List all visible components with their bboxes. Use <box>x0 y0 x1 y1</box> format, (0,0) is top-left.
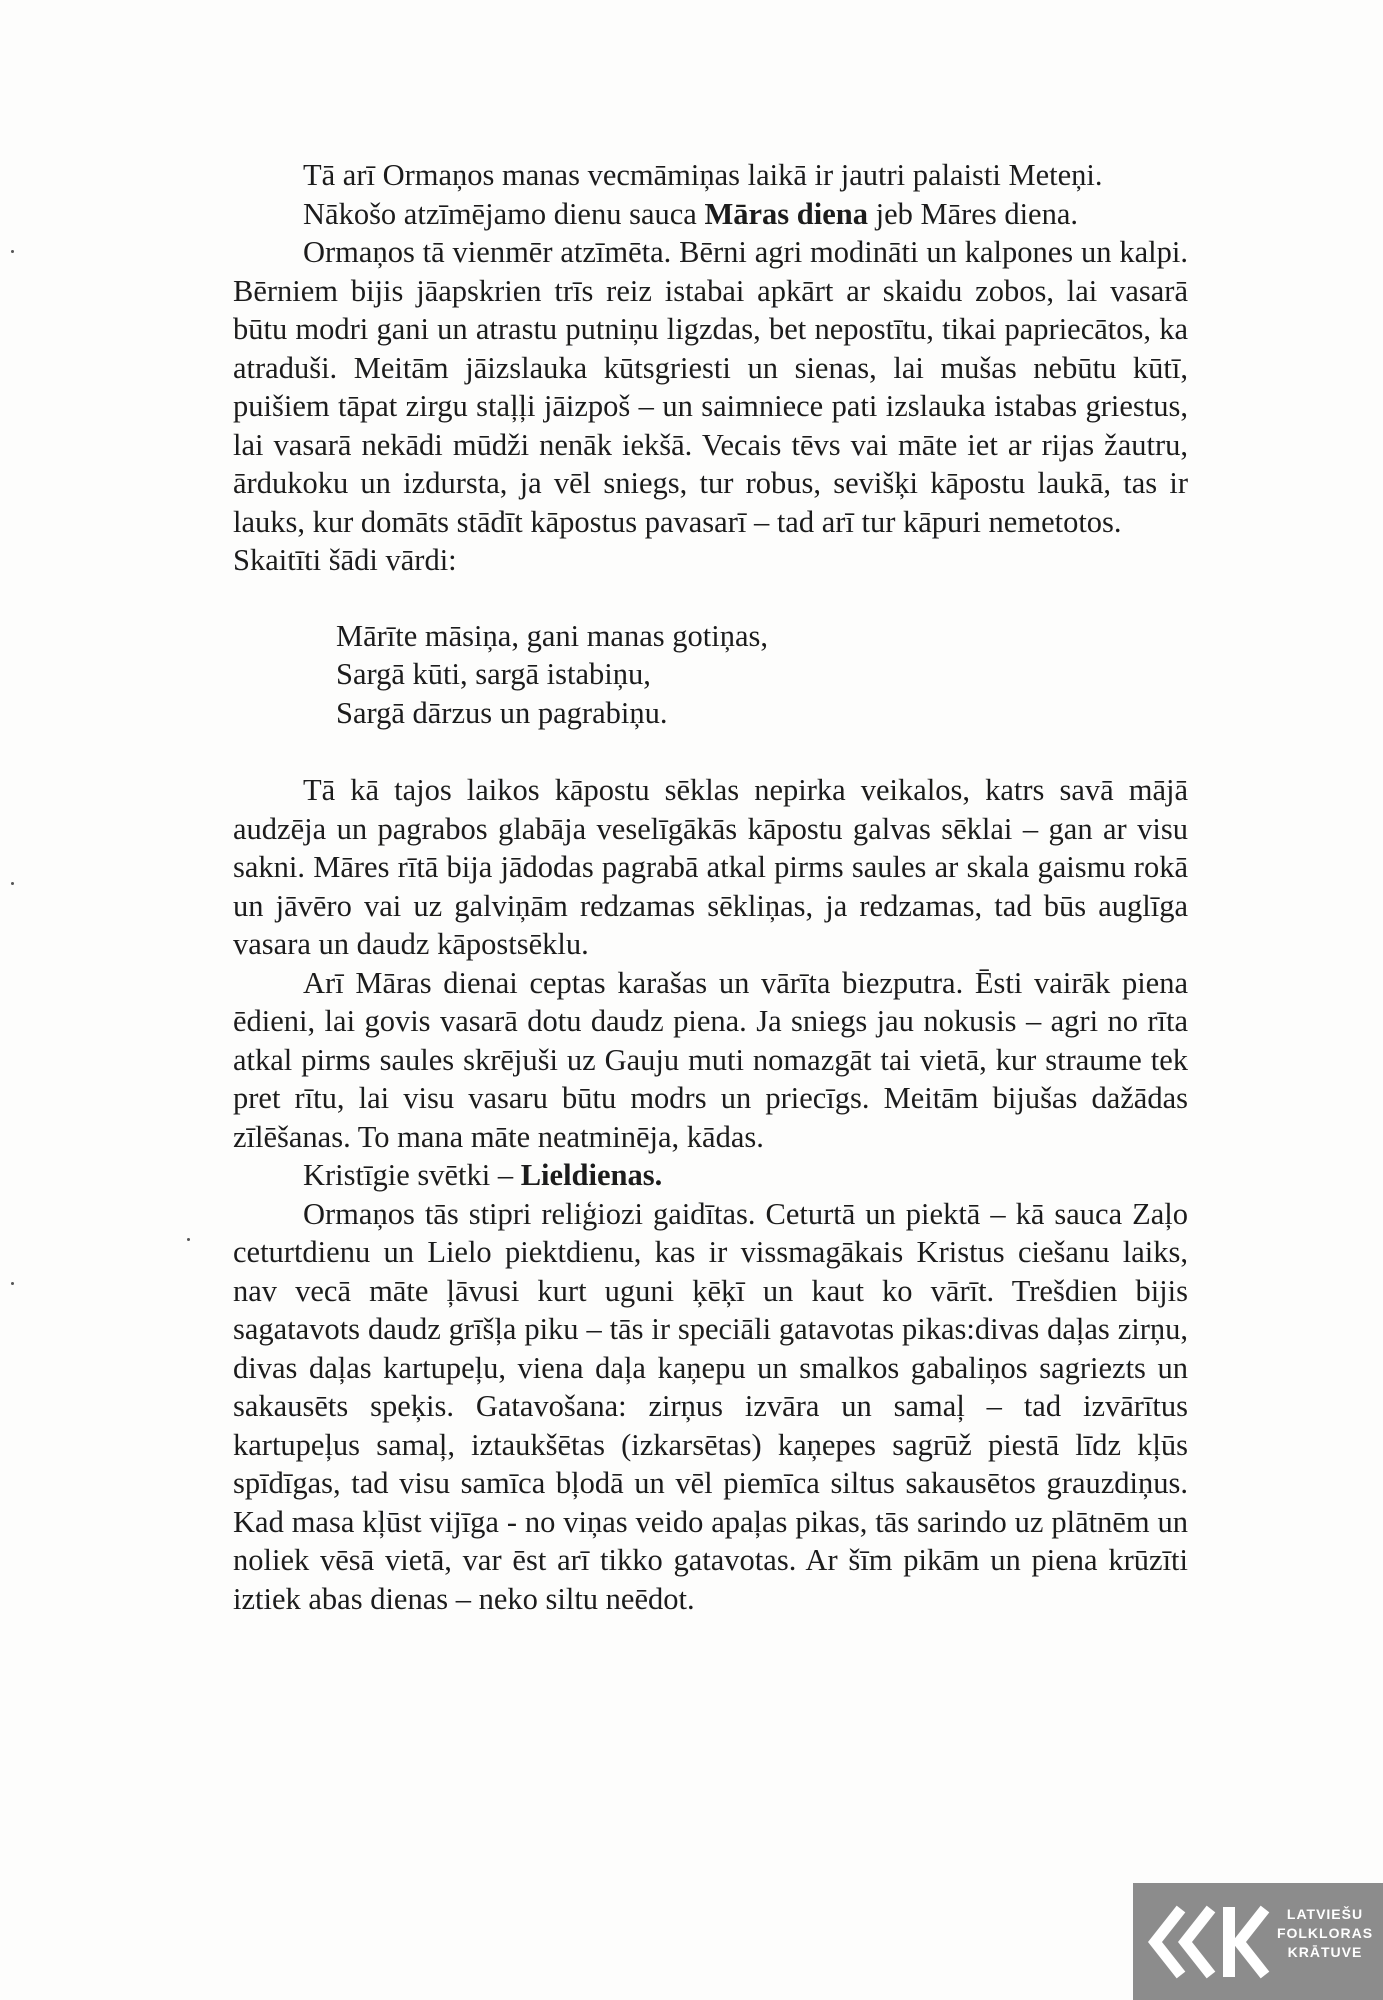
paragraph-maras-diena <box>233 195 1188 234</box>
scan-speck <box>187 1238 190 1241</box>
lfk-chevron-icon <box>1147 1903 1271 1981</box>
poem-line: Sargā dārzus un pagrabiņu. <box>336 695 668 730</box>
paragraph-kapostu-seklas: Tā kā tajos laikos kāpostu sēklas nepirka veikalos, katrs savā mājā audzēja un pagrabos glabāja veselīgākās kāpostu galvas sēklai – gan ar visu sakni. Māres rītā bija jādodas pagrabā atkal pirms saules ar skala gaismu rokā un jāvēro vai uz galviņām redzamas sēkliņas, ja redzamas, tad būs auglīga vasara un daudz kāpostsēklu. <box>233 773 1188 961</box>
logo-line: LATVIEŠU <box>1286 1906 1364 1922</box>
bold-term-lieldienas: Lieldienas. <box>520 1158 663 1192</box>
paragraph-lieldienas-heading <box>233 1156 1188 1195</box>
logo-text <box>1275 1905 1375 1962</box>
logo-line: KRĀTUVE <box>1287 1944 1363 1960</box>
paragraph-skaititi: Skaitīti šādi vārdi: <box>233 543 457 577</box>
scan-speck <box>11 1282 14 1285</box>
logo-line: FOLKLORAS <box>1276 1925 1374 1941</box>
paragraph-lieldienas: Ormaņos tās stipri reliģiozi gaidītas. Ceturtā un piektā – kā sauca Zaļo ceturtdienu un Lielo piektdienu, kas ir vissmagākais Kristus ciešanu laiks, nav vecā māte ļāvusi kurt uguni ķēķī un kaut ko vārīt. Trešdien bijis sagatavots daudz grīšļa piku – tās ir speciāli gatavotas pikas:divas daļas zirņu, divas daļas kartupeļu, viena daļa kaņepu un smalkos gabaliņos sagriezts un sakausēts speķis. Gatavošana: zirņus izvāra un samaļ – tad izvārītus kartupeļus samaļ, iztaukšētas (izkarsētas) kaņepes sagrūž piestā līdz kļūs spīdīgas, tad visu samīca bļodā un vēl piemīca siltus sakausētos grauzdiņus. Kad masa kļūst vijīga - no viņas veido apaļas pikas, tās sarindo uz plātnēm un noliek vēsā vietā, var ēst arī tikko gatavotas. Ar šīm pikām un piena krūzīti iztiek abas dienas – neko siltu neēdot. <box>233 1196 1188 1616</box>
poem-line: Mārīte māsiņa, gani manas gotiņas, <box>336 618 768 653</box>
bold-term-maras-diena: Māras diena <box>704 196 868 231</box>
paragraph-text: Kristīgie svētki – <box>303 1158 521 1192</box>
scan-speck <box>11 882 14 885</box>
poem-line: Sargā kūti, sargā istabiņu, <box>336 657 651 691</box>
paragraph-ormanos: Ormaņos tā vienmēr atzīmēta. Bērni agri modināti un kalpones un kalpi. Bērniem bijis jāapskrien trīs reiz istabai apkārt ar skaidu zobos, lai vasarā būtu modri gani un atrastu putniņu ligzdas, bet nepostītu, tikai papriecātos, ka atraduši. Meitām jāizslauka kūtsgriesti un sienas, lai mušas nebūtu kūtī, puišiem tāpat zirgu staļļi jāizpoš – un saimniece pati izslauka istabas griestus, lai vasarā nekādi mūdži nenāk iekšā. Vecais tēvs vai māte iet ar rijas žautru, ārdukoku un izdursta, ja vēl sniegs, tur robus, sevišķi kāpostu laukā, tas ir lauks, kur domāts stādīt kāpostus pavasarī – tad arī tur kāpuri nemetotos. <box>233 235 1188 539</box>
paragraph-karasas: Arī Māras dienai ceptas karašas un vārīta biezputra. Ēsti vairāk piena ēdieni, lai govis vasarā dotu daudz piena. Ja sniegs jau nokusis – agri no rīta atkal pirms saules skrējuši uz Gauju muti nomazgāt tai vietā, kur straume tek pret rītu, lai visu vasaru būtu modrs un priecīgs. Meitām bijušas dažādas zīlēšanas. To mana māte neatminēja, kādas. <box>233 965 1188 1154</box>
poem-verse <box>336 617 1188 733</box>
document-body <box>233 156 1188 1618</box>
archive-logo <box>1133 1883 1383 2000</box>
paragraph-text: jeb Māres diena. <box>867 196 1078 231</box>
paragraph-text: Nākošo atzīmējamo dienu sauca <box>303 196 705 231</box>
scan-speck <box>11 250 14 253</box>
paragraph-metenji: Tā arī Ormaņos manas vecmāmiņas laikā ir jautri palaisti Meteņi. <box>303 158 1103 192</box>
